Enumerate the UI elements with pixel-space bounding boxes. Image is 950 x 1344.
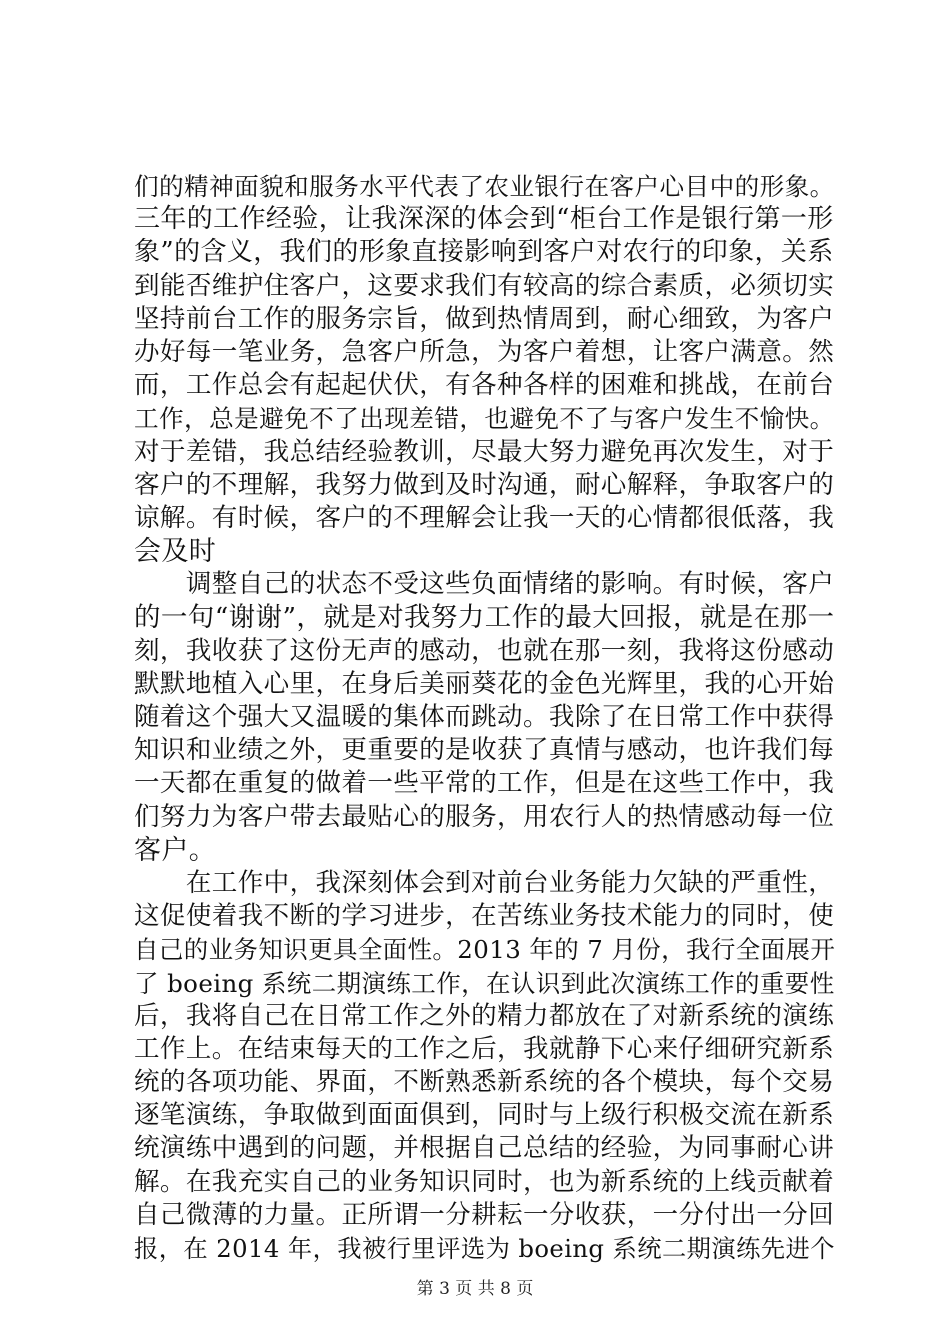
text-line: 办好每一笔业务，急客户所急，为客户着想，让客户满意。然: [134, 336, 835, 367]
text-line: 会及时: [134, 536, 217, 568]
text-line: 这促使着我不断的学习进步，在苦练业务技术能力的同时，使: [134, 901, 835, 932]
text-line: 们的精神面貌和服务水平代表了农业银行在客户心目中的形象。: [134, 172, 835, 201]
text-line: 报，在 2014 年，我被行里评选为 boeing 系统二期演练先进个: [134, 1234, 835, 1263]
text-line: 自己的业务知识更具全面性。2013 年的 7 月份，我行全面展开: [134, 935, 836, 965]
text-line: 谅解。有时候，客户的不理解会让我一天的心情都很低落，我: [134, 502, 835, 533]
text-line: 三年的工作经验，让我深深的体会到“柜台工作是银行第一形: [134, 204, 834, 235]
text-line: 工作，总是避免不了出现差错，也避免不了与客户发生不愉快。: [134, 404, 835, 434]
text-line: 工作上。在结束每天的工作之后，我就静下心来仔细研究新系: [134, 1033, 835, 1064]
text-line: 知识和业绩之外，更重要的是收获了真情与感动，也许我们每: [134, 735, 835, 766]
text-line: 解。在我充实自己的业务知识同时，也为新系统的上线贡献着: [134, 1166, 835, 1197]
text-line: 在工作中，我深刻体会到对前台业务能力欠缺的严重性，: [134, 867, 835, 898]
text-line: 自己微薄的力量。正所谓一分耕耘一分收获，一分付出一分回: [134, 1199, 835, 1230]
text-line: 的一句“谢谢”，就是对我努力工作的最大回报，就是在那一: [134, 602, 835, 634]
text-line: 们努力为客户带去最贴心的服务，用农行人的热情感动每一位: [134, 801, 835, 832]
text-line: 到能否维护住客户，这要求我们有较高的综合素质，必须切实: [134, 270, 835, 301]
text-line: 一天都在重复的做着一些平常的工作，但是在这些工作中，我: [134, 768, 835, 799]
text-line: 了 boeing 系统二期演练工作，在认识到此次演练工作的重要性: [134, 968, 835, 998]
text-line: 刻，我收获了这份无声的感动，也就在那一刻，我将这份感动: [134, 635, 835, 666]
text-line: 调整自己的状态不受这些负面情绪的影响。有时候，客户: [134, 569, 835, 600]
text-line: 客户。: [134, 834, 217, 866]
text-line: 随着这个强大又温暖的集体而跳动。我除了在日常工作中获得: [134, 702, 835, 732]
text-line: 后，我将自己在日常工作之外的精力都放在了对新系统的演练: [134, 1000, 835, 1031]
text-line: 坚持前台工作的服务宗旨，做到热情周到，耐心细致，为客户: [134, 303, 835, 334]
document-body: [134, 170, 834, 1265]
page-footer: 第 3 页 共 8 页: [416, 1279, 534, 1299]
text-line: 而，工作总会有起起伏伏，有各种各样的困难和挑战，在前台: [134, 370, 835, 401]
text-line: 客户的不理解，我努力做到及时沟通，耐心解释，争取客户的: [134, 469, 835, 500]
text-line: 象”的含义，我们的形象直接影响到客户对农行的印象，关系: [134, 237, 834, 268]
text-line: 统演练中遇到的问题，并根据自己总结的经验，为同事耐心讲: [134, 1133, 835, 1164]
text-line: 统的各项功能、界面，不断熟悉新系统的各个模块，每个交易: [134, 1067, 835, 1098]
text-line: 默默地植入心里，在身后美丽葵花的金色光辉里，我的心开始: [134, 668, 835, 699]
text-line: 对于差错，我总结经验教训，尽最大努力避免再次发生，对于: [134, 436, 835, 467]
text-line: 逐笔演练，争取做到面面俱到，同时与上级行积极交流在新系: [134, 1100, 835, 1131]
